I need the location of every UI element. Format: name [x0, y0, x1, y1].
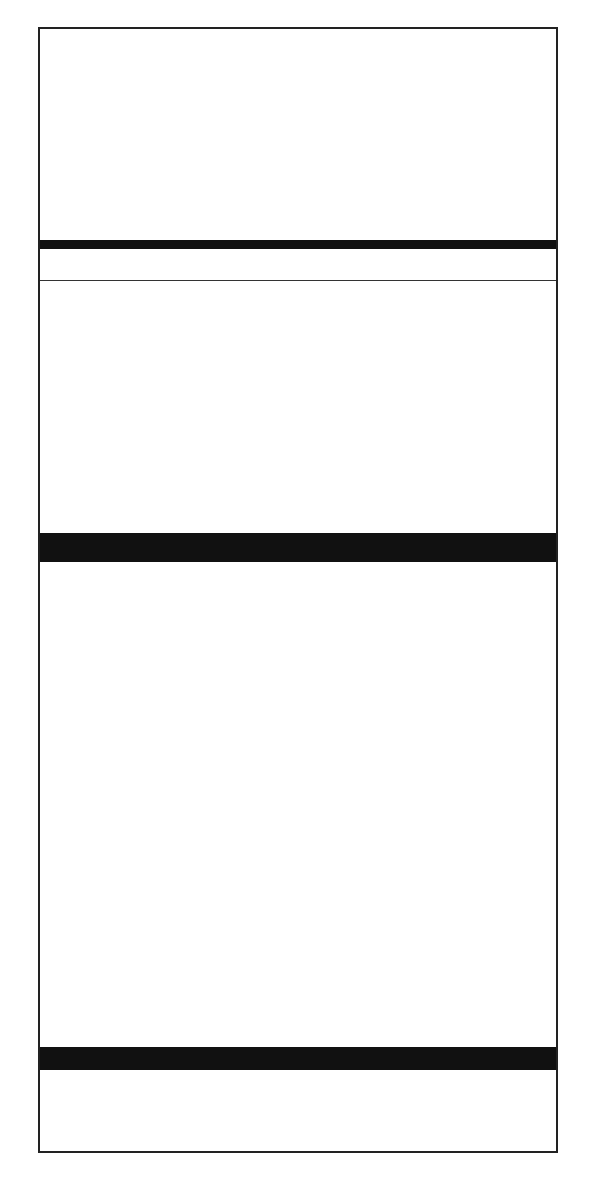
thick-divider — [40, 533, 556, 562]
thick-divider — [40, 240, 556, 249]
divider — [40, 280, 556, 281]
supplement-facts-label — [38, 27, 558, 1153]
thick-divider — [40, 1047, 556, 1070]
